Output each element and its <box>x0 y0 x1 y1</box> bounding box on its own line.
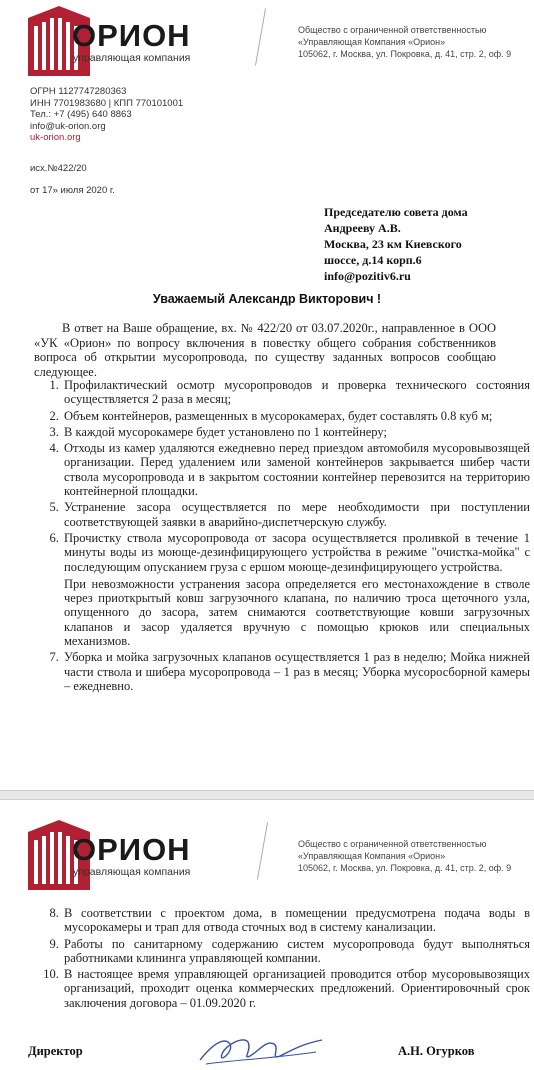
intro-paragraph: В ответ на Ваше обращение, вх. № 422/20 от 03.07.2020г., направленное в ООО «УК «Орион» по вопросу включения в повестку общего собрания собственников вопроса об открытии мусоропровода, по существу заданных вопросов сообщаю следующее. <box>34 321 496 379</box>
list-item: 8. В соответствии с проектом дома, в помещении предусмотрена подача воды в мусорокамеры и трап для отвода сточных вод в систему канализации. <box>62 906 530 935</box>
addressee-address-2: шоссе, д.14 корп.6 <box>324 253 422 267</box>
phone: Тел.: +7 (495) 640 8863 <box>30 109 132 120</box>
answers-list-continued <box>34 906 530 1012</box>
email: info@uk-orion.org <box>30 120 106 132</box>
list-item: 9. Работы по санитарному содержанию систем мусоропровода будут выполняться работниками клининга управляющей компании. <box>62 937 530 966</box>
logo-subtitle: управляющая компания <box>73 866 191 878</box>
addressee-block <box>324 204 468 284</box>
list-item: 10. В настоящее время управляющей организацией проводится отбор мусоровывозящих организаций, проходит оценка коммерческих предложений. Ориентировочный срок заключения договора – 01.09.2020 г. <box>62 967 530 1010</box>
company-info <box>298 838 528 874</box>
addressee-email: info@pozitiv6.ru <box>324 269 411 283</box>
outgoing-date: от 17» июля 2020 г. <box>30 185 115 196</box>
addressee-title: Председателю совета дома <box>324 205 468 219</box>
list-item: 6. Прочистку ствола мусоропровода от засора осуществляется проливкой в течение 1 минуты воды из моюще-дезинфицирующего устройства в режиме "очистка-мойка" с последующим опусканием груза с ершом моюще-дезинфицирующего устройства. При невозможности устранения засора определяется его местонахождение в стволе через приоткрытый ковш загрузочного клапана, по наличию троса щеточного узла, опущенного до засора, затем снимаются соответствующие ковши загрузочных клапанов и засор удаляется вручную с помощью крюков или специальных механизмов. <box>62 531 530 648</box>
logo-wordmark: ОРИОН <box>72 18 191 53</box>
handwritten-signature-icon <box>196 1030 326 1070</box>
company-address: 105062, г. Москва, ул. Покровка, д. 41, стр. 2, оф. 9 <box>298 49 512 59</box>
company-legal-form: Общество с ограниченной ответственностью <box>298 839 487 849</box>
requisites <box>30 86 183 144</box>
company-name: «Управляющая Компания «Орион» <box>298 37 446 47</box>
company-address: 105062, г. Москва, ул. Покровка, д. 41, стр. 2, оф. 9 <box>298 863 512 873</box>
list-item: 1. Профилактический осмотр мусоропроводов и проверка технического состояния осуществляется 2 раза в месяц; <box>62 378 530 407</box>
salutation: Уважаемый Александр Викторович ! <box>152 292 382 306</box>
header-divider <box>255 8 266 65</box>
addressee-address-1: Москва, 23 км Киевского <box>324 237 462 251</box>
inn-kpp: ИНН 7701983680 | КПП 770101001 <box>30 97 184 109</box>
signer-name: А.Н. Огурков <box>398 1044 475 1058</box>
logo-wordmark: ОРИОН <box>72 832 191 867</box>
logo-subtitle: управляющая компания <box>73 52 191 64</box>
addressee-name: Андрееву А.В. <box>324 221 401 235</box>
list-item: 7. Уборка и мойка загрузочных клапанов осуществляется 1 раз в неделю; Мойка нижней части ствола и шибера мусоропровода – 1 раз в месяц; Уборка мусоросборной камеры – ежедневно. <box>62 650 530 693</box>
outgoing-number: исх.№422/20 <box>30 163 87 174</box>
ogrn: ОГРН 1127747280363 <box>30 86 127 97</box>
list-item: 4. Отходы из камер удаляются ежедневно перед приездом автомобиля мусоровывозящей организации. Перед удалением или заменой контейнеров закрывается шибер части ствола мусоропровода и в закрытом состоянии контейнер перевозится на территорию контейнерной площадки. <box>62 441 530 498</box>
answers-list <box>34 378 530 695</box>
list-item-extra: При невозможности устранения засора определяется его местонахождение в стволе через приоткрытый ковш загрузочного клапана, по наличию троса щеточного узла, опущенного до засора, затем снимаются соответствующие ковши загрузочных клапанов и засор удаляется вручную с помощью крюков или специальных механизмов. <box>64 576 530 649</box>
list-item: 2. Объем контейнеров, размещенных в мусорокамерах, будет составлять 0.8 куб м; <box>62 409 530 423</box>
website-link: uk-orion.org <box>30 132 81 143</box>
company-name: «Управляющая Компания «Орион» <box>298 851 446 861</box>
page-break <box>0 790 534 800</box>
company-legal-form: Общество с ограниченной ответственностью <box>298 25 487 35</box>
signer-position: Директор <box>28 1044 83 1058</box>
list-item: 3. В каждой мусорокамере будет установлено по 1 контейнеру; <box>62 425 530 439</box>
header-divider <box>257 822 268 879</box>
list-item: 5. Устранение засора осуществляется по мере необходимости при поступлении соответствующей заявки в аварийно-диспетчерскую службу. <box>62 500 530 529</box>
company-info <box>298 24 528 60</box>
